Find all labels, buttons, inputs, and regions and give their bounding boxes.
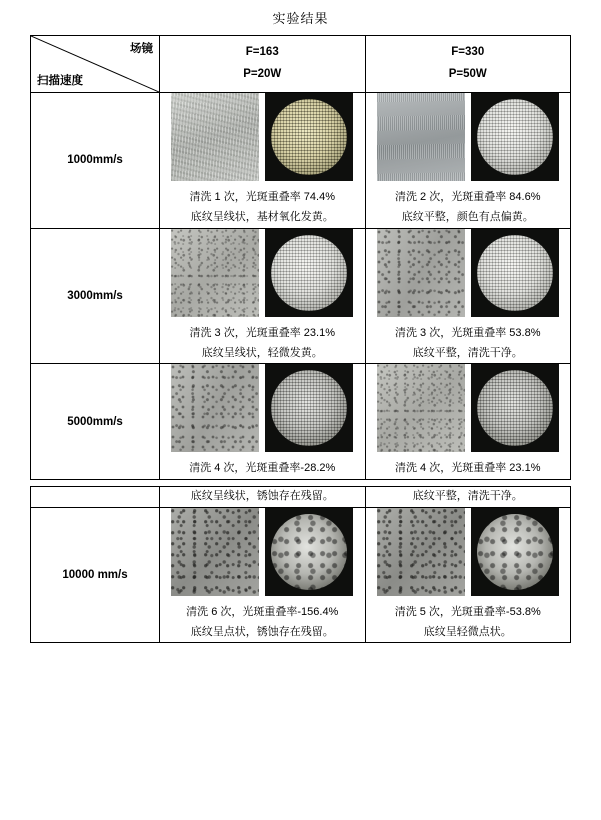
row-speed-label-4: 10000 mm/s: [31, 507, 160, 643]
row-speed-label-3: 5000mm/s: [31, 364, 160, 479]
spot-disc-icon: [477, 370, 553, 446]
spot-disc-icon: [271, 370, 347, 446]
result-caption: [160, 602, 365, 643]
laser-spot-image: [471, 364, 559, 452]
column-header-1: [160, 36, 366, 93]
surface-sample-image: [171, 508, 259, 596]
result-caption: [160, 323, 365, 364]
caption-line-1: 清洗 1 次，光斑重叠率 74.4%: [189, 191, 335, 203]
surface-sample-image: [171, 229, 259, 317]
laser-spot-image: [265, 508, 353, 596]
result-caption: [366, 458, 571, 478]
spot-disc-icon: [271, 235, 347, 311]
corner-bottom-label: 扫描速度: [37, 75, 83, 87]
table-row: [31, 507, 571, 643]
caption-line-1: 清洗 3 次，光斑重叠率 53.8%: [395, 326, 541, 339]
caption-line-2: 底纹呈轻微点状。: [423, 625, 512, 638]
caption-line-1: 清洗 5 次，光斑重叠率-53.8%: [394, 605, 541, 618]
caption-line-2: 底纹呈线状，轻微发黄。: [201, 347, 323, 360]
result-cell-3-1: [160, 364, 366, 479]
results-table-wrapper: [30, 35, 571, 643]
result-caption: [366, 187, 571, 228]
result-caption: [366, 602, 571, 643]
column-header-1-line1: F=163: [245, 46, 279, 59]
caption-line-2: 底纹平整，清洗干净。: [412, 347, 523, 360]
laser-spot-image: [471, 229, 559, 317]
image-pair: [366, 364, 571, 452]
surface-sample-image: [377, 229, 465, 317]
table-row: [31, 228, 571, 364]
laser-spot-image: [265, 364, 353, 452]
surface-sample-image: [377, 364, 465, 452]
caption-line-1: 清洗 4 次，光斑重叠率-28.2%: [189, 462, 336, 475]
caption-line-2: 底纹平整，颜色有点偏黄。: [401, 211, 534, 224]
laser-spot-image: [265, 93, 353, 181]
table-row: [31, 93, 571, 229]
result-cell-2-1: [160, 228, 366, 364]
spot-disc-icon: [271, 514, 347, 590]
corner-top-label: 场镜: [130, 43, 153, 55]
image-pair: [160, 364, 365, 452]
image-pair: [160, 229, 365, 317]
image-pair: [160, 93, 365, 181]
caption-line-1: 清洗 4 次，光斑重叠率 23.1%: [395, 462, 541, 475]
surface-sample-image: [377, 508, 465, 596]
laser-spot-image: [471, 508, 559, 596]
laser-spot-image: [471, 93, 559, 181]
table-row: [31, 364, 571, 479]
spot-disc-icon: [477, 235, 553, 311]
result-cell-1-2: [365, 93, 571, 229]
page-title: 实验结果: [272, 11, 329, 26]
result-caption: [366, 323, 571, 364]
result-cell-4-2: [365, 507, 571, 643]
image-pair: [366, 508, 571, 596]
result-cell-3-2: [365, 364, 571, 479]
spot-disc-icon: [477, 99, 553, 175]
caption-line-2: 底纹呈线状，基材氧化发黄。: [190, 211, 334, 224]
spot-disc-icon: [477, 514, 553, 590]
note-cell-1: 底纹呈线状，锈蚀存在残留。: [160, 486, 366, 507]
surface-sample-image: [377, 93, 465, 181]
notes-row: [31, 486, 571, 507]
laser-spot-image: [265, 229, 353, 317]
row-speed-label-1: 1000mm/s: [31, 93, 160, 229]
image-pair: [366, 229, 571, 317]
surface-sample-image: [171, 93, 259, 181]
result-cell-4-1: [160, 507, 366, 643]
notes-row-empty-label: [31, 486, 160, 507]
result-cell-2-2: [365, 228, 571, 364]
corner-header-cell: [31, 36, 160, 93]
results-table-upper: [30, 35, 571, 480]
result-cell-1-1: [160, 93, 366, 229]
table-header-row: [31, 36, 571, 93]
caption-line-1: 清洗 3 次，光斑重叠率 23.1%: [189, 326, 335, 339]
note-cell-2: 底纹平整，清洗干净。: [365, 486, 571, 507]
column-header-2: [365, 36, 571, 93]
column-header-2-line1: F=330: [451, 46, 485, 59]
results-table-lower: [30, 486, 571, 643]
surface-sample-image: [171, 364, 259, 452]
result-caption: [160, 458, 365, 478]
column-header-2-line2: P=50W: [448, 68, 487, 80]
spot-disc-icon: [271, 99, 347, 175]
image-pair: [160, 508, 365, 596]
row-speed-label-2: 3000mm/s: [31, 228, 160, 364]
caption-line-1: 清洗 2 次，光斑重叠率 84.6%: [395, 191, 541, 203]
caption-line-1: 清洗 6 次，光斑重叠率-156.4%: [186, 605, 339, 618]
image-pair: [366, 93, 571, 181]
caption-line-2: 底纹呈点状，锈蚀存在残留。: [190, 625, 334, 638]
column-header-1-line2: P=20W: [243, 68, 282, 80]
result-caption: [160, 187, 365, 228]
